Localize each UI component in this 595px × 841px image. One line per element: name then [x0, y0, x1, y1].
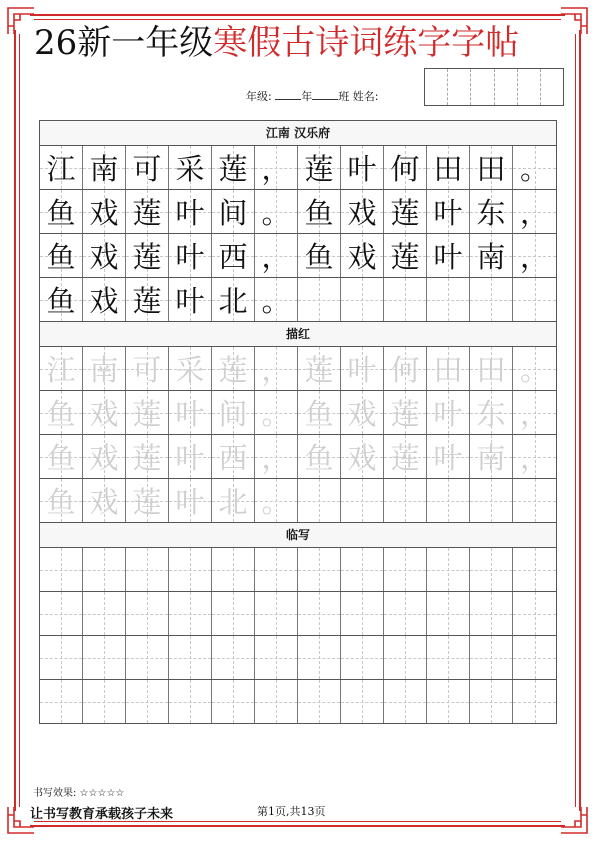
trace-character: 鱼: [46, 397, 76, 431]
model-character: 东: [476, 196, 506, 230]
writing-cell[interactable]: [126, 391, 169, 434]
writing-cell[interactable]: [83, 347, 126, 390]
model-character: 。: [519, 152, 549, 186]
writing-cell[interactable]: [341, 479, 384, 522]
writing-cell[interactable]: [384, 680, 427, 723]
writing-evaluation: 书写效果: ☆☆☆☆☆: [33, 788, 125, 799]
writing-cell[interactable]: [427, 548, 470, 591]
writing-cell[interactable]: [126, 435, 169, 478]
frame-bottom: [30, 825, 565, 827]
trace-character: 莲: [218, 353, 248, 387]
trace-character: 北: [218, 485, 248, 519]
writing-cell[interactable]: [384, 347, 427, 390]
corner-ornament-tr: [559, 6, 589, 36]
writing-cell[interactable]: [83, 548, 126, 591]
writing-cell[interactable]: [341, 278, 384, 321]
grid-row: [40, 190, 556, 234]
grid-row: [40, 548, 556, 592]
writing-cell[interactable]: [255, 435, 298, 478]
writing-cell[interactable]: [212, 592, 255, 635]
writing-cell[interactable]: [427, 234, 470, 277]
writing-cell[interactable]: [212, 391, 255, 434]
writing-cell[interactable]: [513, 680, 556, 723]
writing-cell[interactable]: [427, 435, 470, 478]
writing-cell[interactable]: [126, 146, 169, 189]
writing-cell[interactable]: [212, 190, 255, 233]
writing-cell[interactable]: [40, 636, 83, 679]
writing-cell[interactable]: [470, 190, 513, 233]
trace-character: 。: [261, 397, 291, 431]
model-character: ，: [519, 196, 549, 230]
trace-character: 戏: [89, 397, 119, 431]
writing-cell[interactable]: [212, 234, 255, 277]
writing-cell[interactable]: [384, 636, 427, 679]
model-character: 莲: [132, 196, 162, 230]
model-character: 江: [46, 152, 76, 186]
writing-cell[interactable]: [470, 636, 513, 679]
class-blank[interactable]: [312, 89, 338, 100]
title-prefix: 26新一年级: [34, 23, 214, 63]
grid-row: [40, 391, 556, 435]
grid-row: [40, 278, 556, 322]
frame-inner-right: [575, 34, 576, 807]
trace-character: 田: [433, 353, 463, 387]
trace-character: ，: [261, 441, 291, 475]
grid-row: [40, 347, 556, 391]
trace-character: 叶: [175, 441, 205, 475]
writing-cell[interactable]: [513, 592, 556, 635]
trace-grid: [40, 347, 556, 523]
writing-cell[interactable]: [169, 391, 212, 434]
frame-top: [30, 14, 565, 16]
writing-cell[interactable]: [212, 636, 255, 679]
writing-cell[interactable]: [126, 190, 169, 233]
frame-inner-left: [19, 34, 20, 807]
writing-cell[interactable]: [40, 190, 83, 233]
model-character: ，: [519, 240, 549, 274]
grid-row: [40, 680, 556, 723]
writing-cell[interactable]: [384, 592, 427, 635]
model-character: 戏: [347, 196, 377, 230]
writing-cell[interactable]: [384, 479, 427, 522]
trace-character: 间: [218, 397, 248, 431]
writing-cell[interactable]: [427, 636, 470, 679]
grid-row: [40, 592, 556, 636]
writing-cell[interactable]: [384, 278, 427, 321]
writing-cell[interactable]: [298, 347, 341, 390]
writing-cell[interactable]: [40, 435, 83, 478]
writing-cell[interactable]: [83, 636, 126, 679]
writing-cell[interactable]: [427, 391, 470, 434]
model-character: 可: [132, 152, 162, 186]
name-box[interactable]: [448, 69, 471, 105]
writing-cell[interactable]: [384, 391, 427, 434]
writing-cell[interactable]: [470, 391, 513, 434]
writing-cell[interactable]: [384, 234, 427, 277]
writing-cell[interactable]: [298, 435, 341, 478]
trace-character: 何: [390, 353, 420, 387]
writing-cell[interactable]: [255, 592, 298, 635]
writing-cell[interactable]: [384, 146, 427, 189]
writing-cell[interactable]: [255, 146, 298, 189]
writing-cell[interactable]: [212, 435, 255, 478]
trace-character: ，: [261, 353, 291, 387]
grid-row: [40, 146, 556, 190]
writing-cell[interactable]: [298, 592, 341, 635]
model-character: 戏: [89, 240, 119, 274]
trace-character: 戏: [89, 485, 119, 519]
writing-cell[interactable]: [470, 234, 513, 277]
model-character: 莲: [390, 240, 420, 274]
writing-cell[interactable]: [470, 548, 513, 591]
writing-cell[interactable]: [341, 680, 384, 723]
writing-cell[interactable]: [40, 479, 83, 522]
grid-row: [40, 435, 556, 479]
model-character: 莲: [132, 284, 162, 318]
writing-cell[interactable]: [470, 146, 513, 189]
writing-cell[interactable]: [212, 146, 255, 189]
writing-cell[interactable]: [298, 278, 341, 321]
trace-character: 东: [476, 397, 506, 431]
corner-ornament-tl: [6, 6, 36, 36]
writing-cell[interactable]: [255, 391, 298, 434]
trace-character: 鱼: [46, 485, 76, 519]
trace-character: 叶: [347, 353, 377, 387]
trace-character: 鱼: [46, 441, 76, 475]
name-box[interactable]: [541, 69, 563, 105]
writing-cell[interactable]: [126, 636, 169, 679]
copy-grid: [40, 548, 556, 723]
model-character: 采: [175, 152, 205, 186]
name-box[interactable]: [425, 69, 448, 105]
writing-cell[interactable]: [169, 146, 212, 189]
writing-cell[interactable]: [40, 347, 83, 390]
model-character: 鱼: [46, 196, 76, 230]
writing-cell[interactable]: [341, 636, 384, 679]
writing-cell[interactable]: [83, 391, 126, 434]
model-character: 鱼: [46, 240, 76, 274]
model-character: ，: [261, 152, 291, 186]
writing-cell[interactable]: [298, 479, 341, 522]
trace-character: 南: [476, 441, 506, 475]
model-character: 叶: [347, 152, 377, 186]
name-write-boxes[interactable]: [424, 68, 564, 106]
writing-cell[interactable]: [40, 146, 83, 189]
name-label: 姓名:: [352, 90, 379, 103]
grid-row: [40, 636, 556, 680]
trace-character: 莲: [304, 353, 334, 387]
writing-cell[interactable]: [513, 391, 556, 434]
trace-character: 戏: [347, 397, 377, 431]
writing-cell[interactable]: [341, 548, 384, 591]
model-character: 莲: [390, 196, 420, 230]
writing-cell[interactable]: [470, 347, 513, 390]
writing-cell[interactable]: [341, 190, 384, 233]
model-character: 南: [89, 152, 119, 186]
writing-cell[interactable]: [513, 548, 556, 591]
model-character: 叶: [433, 196, 463, 230]
trace-character: ，: [519, 397, 549, 431]
practice-sheet: [39, 120, 557, 724]
writing-cell[interactable]: [470, 278, 513, 321]
writing-cell[interactable]: [40, 278, 83, 321]
writing-cell[interactable]: [83, 592, 126, 635]
model-character: 。: [261, 196, 291, 230]
trace-character: 鱼: [304, 397, 334, 431]
writing-cell[interactable]: [427, 347, 470, 390]
writing-cell[interactable]: [126, 680, 169, 723]
writing-cell[interactable]: [255, 548, 298, 591]
writing-cell[interactable]: [513, 278, 556, 321]
writing-cell[interactable]: [427, 146, 470, 189]
trace-character: 西: [218, 441, 248, 475]
writing-cell[interactable]: [212, 347, 255, 390]
name-box[interactable]: [471, 69, 494, 105]
writing-cell[interactable]: [255, 190, 298, 233]
writing-cell[interactable]: [427, 278, 470, 321]
trace-character: 南: [89, 353, 119, 387]
writing-cell[interactable]: [255, 636, 298, 679]
writing-cell[interactable]: [126, 592, 169, 635]
writing-cell[interactable]: [341, 146, 384, 189]
writing-cell[interactable]: [384, 435, 427, 478]
page-number: 第1页,共13页: [257, 805, 326, 818]
writing-cell[interactable]: [298, 146, 341, 189]
writing-cell[interactable]: [341, 435, 384, 478]
trace-character: 莲: [132, 441, 162, 475]
writing-cell[interactable]: [212, 548, 255, 591]
writing-cell[interactable]: [83, 146, 126, 189]
model-character: 戏: [89, 284, 119, 318]
model-character: 。: [261, 284, 291, 318]
trace-title: 描红: [40, 322, 556, 347]
trace-character: 田: [476, 353, 506, 387]
writing-cell[interactable]: [169, 680, 212, 723]
writing-cell[interactable]: [384, 548, 427, 591]
grade-label: 年级:: [246, 90, 272, 103]
writing-cell[interactable]: [126, 234, 169, 277]
poem-grid: [40, 146, 556, 322]
writing-cell[interactable]: [513, 234, 556, 277]
writing-cell[interactable]: [169, 190, 212, 233]
writing-cell[interactable]: [427, 190, 470, 233]
model-character: 叶: [175, 196, 205, 230]
model-character: 间: [218, 196, 248, 230]
model-character: 戏: [347, 240, 377, 274]
writing-cell[interactable]: [126, 347, 169, 390]
corner-ornament-br: [559, 805, 589, 835]
grade-blank[interactable]: [275, 89, 301, 100]
model-character: 叶: [433, 240, 463, 274]
writing-cell[interactable]: [427, 479, 470, 522]
writing-cell[interactable]: [513, 146, 556, 189]
writing-cell[interactable]: [40, 391, 83, 434]
writing-cell[interactable]: [212, 278, 255, 321]
writing-cell[interactable]: [341, 234, 384, 277]
writing-cell[interactable]: [255, 479, 298, 522]
model-character: 鱼: [304, 196, 334, 230]
trace-character: 叶: [433, 441, 463, 475]
name-box[interactable]: [518, 69, 541, 105]
writing-cell[interactable]: [470, 592, 513, 635]
writing-cell[interactable]: [169, 278, 212, 321]
writing-cell[interactable]: [427, 592, 470, 635]
model-character: 北: [218, 284, 248, 318]
trace-character: 可: [132, 353, 162, 387]
model-character: 莲: [132, 240, 162, 274]
writing-cell[interactable]: [298, 680, 341, 723]
writing-cell[interactable]: [341, 347, 384, 390]
writing-cell[interactable]: [169, 435, 212, 478]
writing-cell[interactable]: [169, 347, 212, 390]
trace-character: 。: [519, 353, 549, 387]
model-character: 叶: [175, 284, 205, 318]
writing-cell[interactable]: [255, 278, 298, 321]
model-character: 田: [433, 152, 463, 186]
writing-cell[interactable]: [40, 680, 83, 723]
writing-cell[interactable]: [126, 479, 169, 522]
writing-cell[interactable]: [298, 636, 341, 679]
model-character: 鱼: [304, 240, 334, 274]
trace-character: 莲: [132, 485, 162, 519]
writing-cell[interactable]: [83, 278, 126, 321]
class-label: 班: [338, 90, 350, 103]
trace-character: 叶: [175, 397, 205, 431]
name-box[interactable]: [495, 69, 518, 105]
writing-cell[interactable]: [255, 680, 298, 723]
trace-character: 叶: [175, 485, 205, 519]
writing-cell[interactable]: [470, 435, 513, 478]
writing-cell[interactable]: [169, 592, 212, 635]
trace-character: 戏: [89, 441, 119, 475]
model-character: 莲: [218, 152, 248, 186]
writing-cell[interactable]: [298, 234, 341, 277]
writing-cell[interactable]: [298, 548, 341, 591]
model-character: 何: [390, 152, 420, 186]
trace-character: 。: [261, 485, 291, 519]
writing-cell[interactable]: [169, 548, 212, 591]
writing-cell[interactable]: [83, 234, 126, 277]
trace-character: ，: [519, 441, 549, 475]
writing-cell[interactable]: [83, 190, 126, 233]
writing-cell[interactable]: [513, 347, 556, 390]
writing-cell[interactable]: [126, 548, 169, 591]
writing-cell[interactable]: [470, 479, 513, 522]
model-character: 西: [218, 240, 248, 274]
writing-cell[interactable]: [83, 435, 126, 478]
writing-cell[interactable]: [83, 680, 126, 723]
model-character: 田: [476, 152, 506, 186]
trace-character: 叶: [433, 397, 463, 431]
writing-cell[interactable]: [40, 234, 83, 277]
writing-cell[interactable]: [341, 391, 384, 434]
model-character: ，: [261, 240, 291, 274]
trace-character: 莲: [390, 441, 420, 475]
trace-character: 江: [46, 353, 76, 387]
model-character: 南: [476, 240, 506, 274]
writing-cell[interactable]: [427, 680, 470, 723]
footer-motto: 让书写教育承载孩子未来: [30, 807, 174, 822]
frame-left: [14, 30, 16, 811]
writing-cell[interactable]: [513, 190, 556, 233]
title-main: 寒假古诗词练字字帖: [213, 23, 520, 63]
writing-cell[interactable]: [40, 592, 83, 635]
model-character: 叶: [175, 240, 205, 274]
writing-cell[interactable]: [513, 479, 556, 522]
writing-cell[interactable]: [255, 347, 298, 390]
page-title: [34, 20, 519, 66]
writing-cell[interactable]: [83, 479, 126, 522]
writing-cell[interactable]: [513, 435, 556, 478]
trace-character: 莲: [390, 397, 420, 431]
writing-cell[interactable]: [255, 234, 298, 277]
copy-title: 临写: [40, 523, 556, 548]
trace-character: 戏: [347, 441, 377, 475]
poem-title: 江南 汉乐府: [40, 121, 556, 146]
frame-right: [579, 30, 581, 811]
model-character: 鱼: [46, 284, 76, 318]
grid-row: [40, 234, 556, 278]
writing-cell[interactable]: [341, 592, 384, 635]
writing-cell[interactable]: [513, 636, 556, 679]
writing-cell[interactable]: [40, 548, 83, 591]
writing-cell[interactable]: [384, 190, 427, 233]
grid-row: [40, 479, 556, 523]
writing-cell[interactable]: [298, 391, 341, 434]
student-info-row: [246, 88, 378, 104]
writing-cell[interactable]: [212, 680, 255, 723]
writing-cell[interactable]: [298, 190, 341, 233]
trace-character: 采: [175, 353, 205, 387]
trace-character: 莲: [132, 397, 162, 431]
writing-cell[interactable]: [169, 479, 212, 522]
writing-cell[interactable]: [212, 479, 255, 522]
writing-cell[interactable]: [470, 680, 513, 723]
year-label: 年: [301, 90, 313, 103]
model-character: 戏: [89, 196, 119, 230]
writing-cell[interactable]: [169, 234, 212, 277]
model-character: 莲: [304, 152, 334, 186]
writing-cell[interactable]: [169, 636, 212, 679]
writing-cell[interactable]: [126, 278, 169, 321]
trace-character: 鱼: [304, 441, 334, 475]
